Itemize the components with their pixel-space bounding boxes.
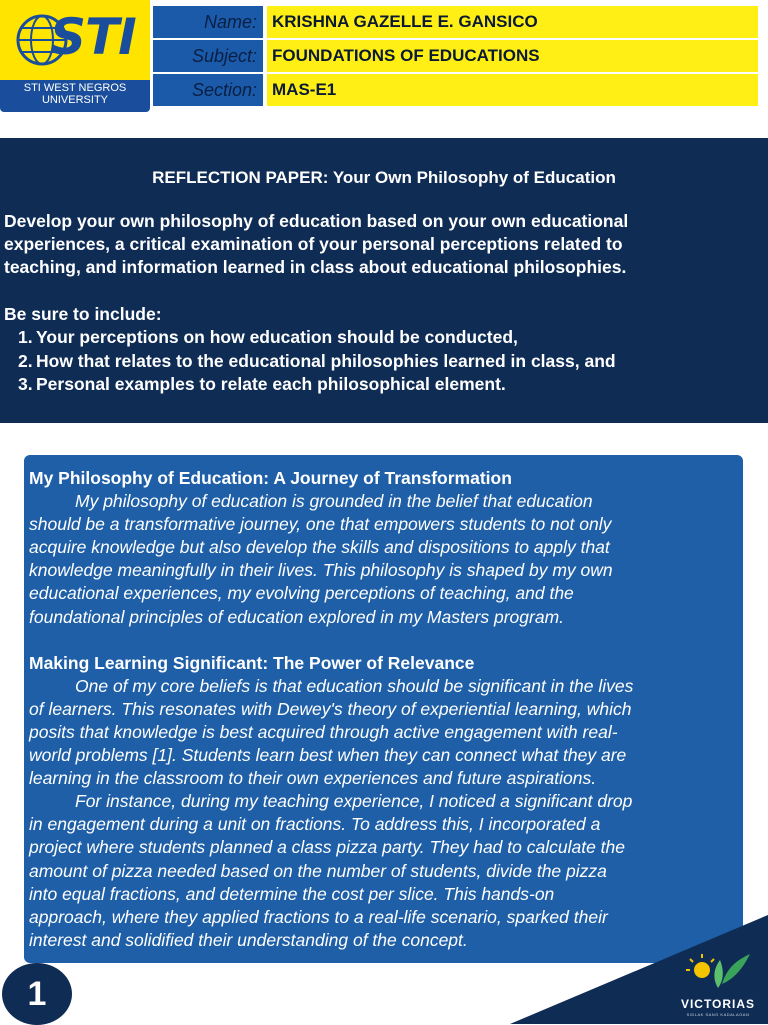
logo-subtitle-line2: UNIVERSITY: [41, 94, 108, 106]
list-item: [0, 350, 616, 374]
essay-line: of learners. This resonates with Dewey's theory of experiential learning, which: [29, 698, 632, 719]
list-text: Your perceptions on how education should be conducted,: [36, 327, 518, 347]
sti-logo: [0, 0, 150, 112]
list-text: How that relates to the educational philosophies learned in class, and: [36, 350, 616, 371]
essay-content: [29, 467, 741, 952]
victorias-tagline: SIDLAK SANG KADALAGAN: [686, 1012, 750, 1017]
prompt-include-label: Be sure to include:: [4, 304, 162, 324]
essay-line: For instance, during my teaching experience, I noticed a significant drop: [75, 791, 633, 812]
list-number: 2.: [18, 350, 33, 371]
essay-line: knowledge meaningfully in their lives. This philosophy is shaped by my own: [29, 560, 613, 581]
subject-value: FOUNDATIONS OF EDUCATIONS: [267, 40, 758, 72]
spacer: [29, 629, 741, 652]
essay-line: foundational principles of education explored in my Masters program.: [29, 606, 565, 627]
essay-line: interest and solidified their understanding of the concept.: [29, 929, 468, 950]
list-number: 3.: [18, 374, 33, 394]
essay-line: My philosophy of education is grounded in the belief that education: [75, 491, 593, 512]
prompt-line: teaching, and information learned in class about educational philosophies.: [4, 257, 627, 277]
list-text: Personal examples to relate each philosophical element.: [36, 374, 506, 394]
list-item: [0, 326, 616, 350]
essay-heading-1: My Philosophy of Education: A Journey of Transformation: [29, 468, 512, 488]
essay-line: project where students planned a class pizza party. They had to calculate the: [29, 837, 625, 858]
section-value: MAS-E1: [267, 74, 758, 106]
subject-row: [153, 40, 758, 72]
list-number: 1.: [18, 327, 33, 347]
essay-line: approach, where they applied fractions to a real-life scenario, sparked their: [29, 906, 608, 927]
subject-label: Subject:: [153, 40, 263, 72]
prompt-paragraph: [4, 210, 744, 279]
essay-line: acquire knowledge but also develop the skills and dispositions to apply that: [29, 537, 610, 558]
essay-heading-2: Making Learning Significant: The Power of Relevance: [29, 652, 475, 673]
essay-line: should be a transformative journey, one that empowers students to not only: [29, 514, 612, 535]
essay-block: [24, 455, 743, 963]
essay-paragraph-1: [29, 490, 741, 629]
essay-line: learning in the classroom to their own experiences and future aspirations.: [29, 768, 597, 789]
prompt-line: Develop your own philosophy of education based on your own educational: [4, 211, 629, 231]
prompt-block: [0, 138, 768, 423]
logo-subtitle-line1: STI WEST NEGROS: [23, 82, 127, 94]
logo-subtitle: [0, 82, 150, 106]
essay-paragraph-2: [29, 675, 741, 790]
section-row: [153, 74, 758, 106]
prompt-line: experiences, a critical examination of your personal perceptions related to: [4, 234, 623, 254]
section-label: Section:: [153, 74, 263, 106]
essay-line: world problems [1]. Students learn best when they can connect what they are: [29, 745, 627, 766]
essay-line: in engagement during a unit on fractions. To address this, I incorporated a: [29, 814, 601, 835]
page-number: 1: [2, 963, 72, 1025]
essay-line: into equal fractions, and determine the cost per slice. This hands-on: [29, 883, 555, 904]
essay-line: posits that knowledge is best acquired through active engagement with real-: [29, 721, 618, 742]
prompt-title: REFLECTION PAPER: Your Own Philosophy of Education: [152, 168, 616, 187]
essay-line: One of my core beliefs is that education should be significant in the lives: [75, 675, 634, 696]
name-label: Name:: [153, 6, 263, 38]
victorias-logo-icon: [678, 950, 758, 994]
list-item: [0, 373, 616, 397]
victorias-brand: VICTORIAS: [680, 997, 756, 1011]
logo-wordmark: STI: [50, 8, 136, 66]
prompt-list: [0, 326, 616, 397]
essay-line: educational experiences, my evolving perceptions of teaching, and the: [29, 583, 574, 604]
name-value: KRISHNA GAZELLE E. GANSICO: [267, 6, 758, 38]
name-row: [153, 6, 758, 38]
essay-line: amount of pizza needed based on the number of students, divide the pizza: [29, 860, 607, 881]
